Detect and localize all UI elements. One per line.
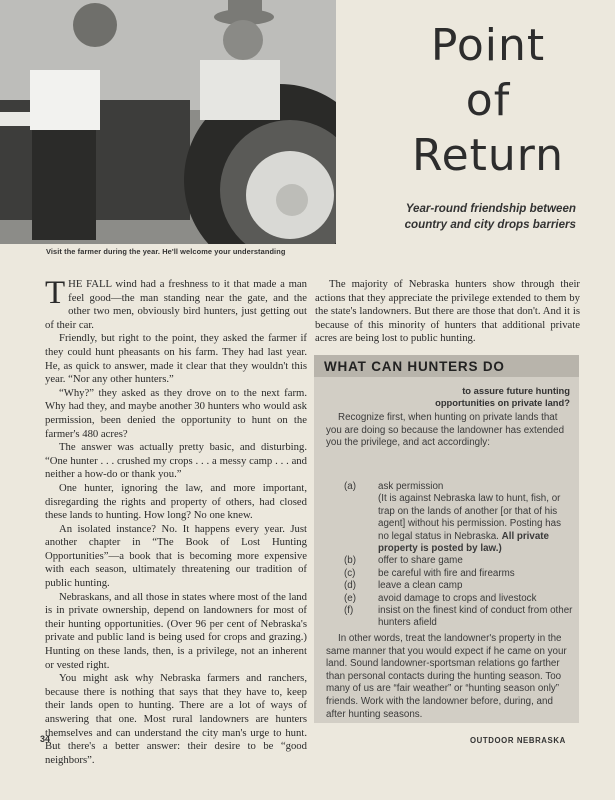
list-item: (a) ask permission [344, 481, 444, 492]
body-paragraph: One hunter, ignoring the law, and more important, disregarding the rights and property of others, had closed these lands to hunting. How long? No one knew. [45, 481, 307, 522]
body-paragraph: An isolated instance? No. It happens every year. Just another chapter in “The Book of Lost Hunting Opportunities”—a book that is becoming more expensive with each season, ultimately threatening our tradition of public hunting. [45, 522, 307, 590]
body-paragraph: Nebraskans, and all those in states where most of the land is in private ownership, depend on landowners for most of their hunting opportunities. (Over 96 per cent of Nebraska's private and public land is being used for crops and grazing.) Hunting on these lands, then, is a privilege, not an inherent or vested right. [45, 590, 307, 671]
title-line: of [465, 75, 511, 126]
list-item: (b) offer to share game [344, 555, 463, 567]
list-item: (d) leave a clean camp [344, 580, 463, 592]
article-subtitle: Year-round friendship between country and city drops barriers [404, 202, 576, 231]
body-paragraph: Friendly, but right to the point, they asked the farmer if they could hunt pheasants on his farm. They had last year. He, as quick to answer, made it clear that they wouldn't this year. “Nor any other hunters.” [45, 332, 307, 386]
body-paragraph: You might ask why Nebraska farmers and ranchers, because there is nothing that says that they have to, keep their lands open to hunting. There are a lot of ways of answering that one. Most rural landowners are hunters themselves and can understand the city man's urge to hunt. But there's a better answer: their desire to be “good neighbors”. [45, 672, 307, 766]
advice-list [344, 481, 574, 630]
drop-cap: T [45, 275, 66, 311]
magazine-name: OUTDOOR NEBRASKA [470, 736, 566, 745]
body-paragraph: The majority of Nebraska hunters show through their actions that they appreciate the privilege extended to them by the state's landowners. But there are those that don't. And it is because of this minority of hunters that additional private acres are being lost to public hunting. [315, 278, 580, 345]
list-item: (c) be careful with fire and firearms [344, 567, 515, 579]
article-title [388, 18, 588, 183]
body-paragraph: “Why?” they asked as they drove on to the next farm. Why had they, and maybe another 30 hunters who would ask permission, been denied the opportunity to hunt on the farmer's 480 acres? [45, 386, 307, 440]
title-line: Point [430, 20, 546, 71]
legal-note: (It is against Nebraska law to hunt, fish, or trap on the lands of another [or that of his agent] without his permission. Posting has no legal status in Nebraska. All private property is posted by law.) [378, 493, 561, 555]
sidebar-intro: Recognize first, when hunting on private lands that you are doing so because the landowner has extended you the privilege, and act accordingly: [326, 412, 565, 449]
sidebar-title: WHAT CAN HUNTERS DO [324, 359, 505, 374]
body-paragraph: The answer was actually pretty basic, and disturbing. “One hunter . . . crushed my crops . . . a messy camp . . . and neither a how-do or thank you.” [45, 441, 307, 481]
body-paragraph: THE FALL wind had a freshness to it that made a man feel good—the man standing near the gate, and the other two men, obviously bird hunters, just getting out of their car. [45, 275, 307, 331]
page-number: 34 [40, 734, 51, 744]
sidebar-box [314, 355, 579, 723]
sidebar-subtitle: to assure future hunting opportunities on private land? [435, 385, 570, 408]
title-line: Return [411, 130, 564, 181]
farmer-hunter-photo [0, 0, 336, 244]
sidebar-outro: In other words, treat the landowner's property in the same manner that you would expect if he came on your land. Sound landowner-sportsman relations go farther than personal contacts during the hunting season. Too many of us are “fair weather” or “hunting season only” friends. Work with the landowner before, during, and after hunting seasons. [326, 633, 567, 720]
body-column-right [315, 278, 580, 346]
photo-caption: Visit the farmer during the year. He'll welcome your understanding [46, 247, 286, 256]
list-item: (e) avoid damage to crops and livestock [344, 592, 537, 604]
list-item: (f) insist on the finest kind of conduct from other hunters afield [344, 605, 573, 629]
body-column-left [45, 275, 307, 767]
